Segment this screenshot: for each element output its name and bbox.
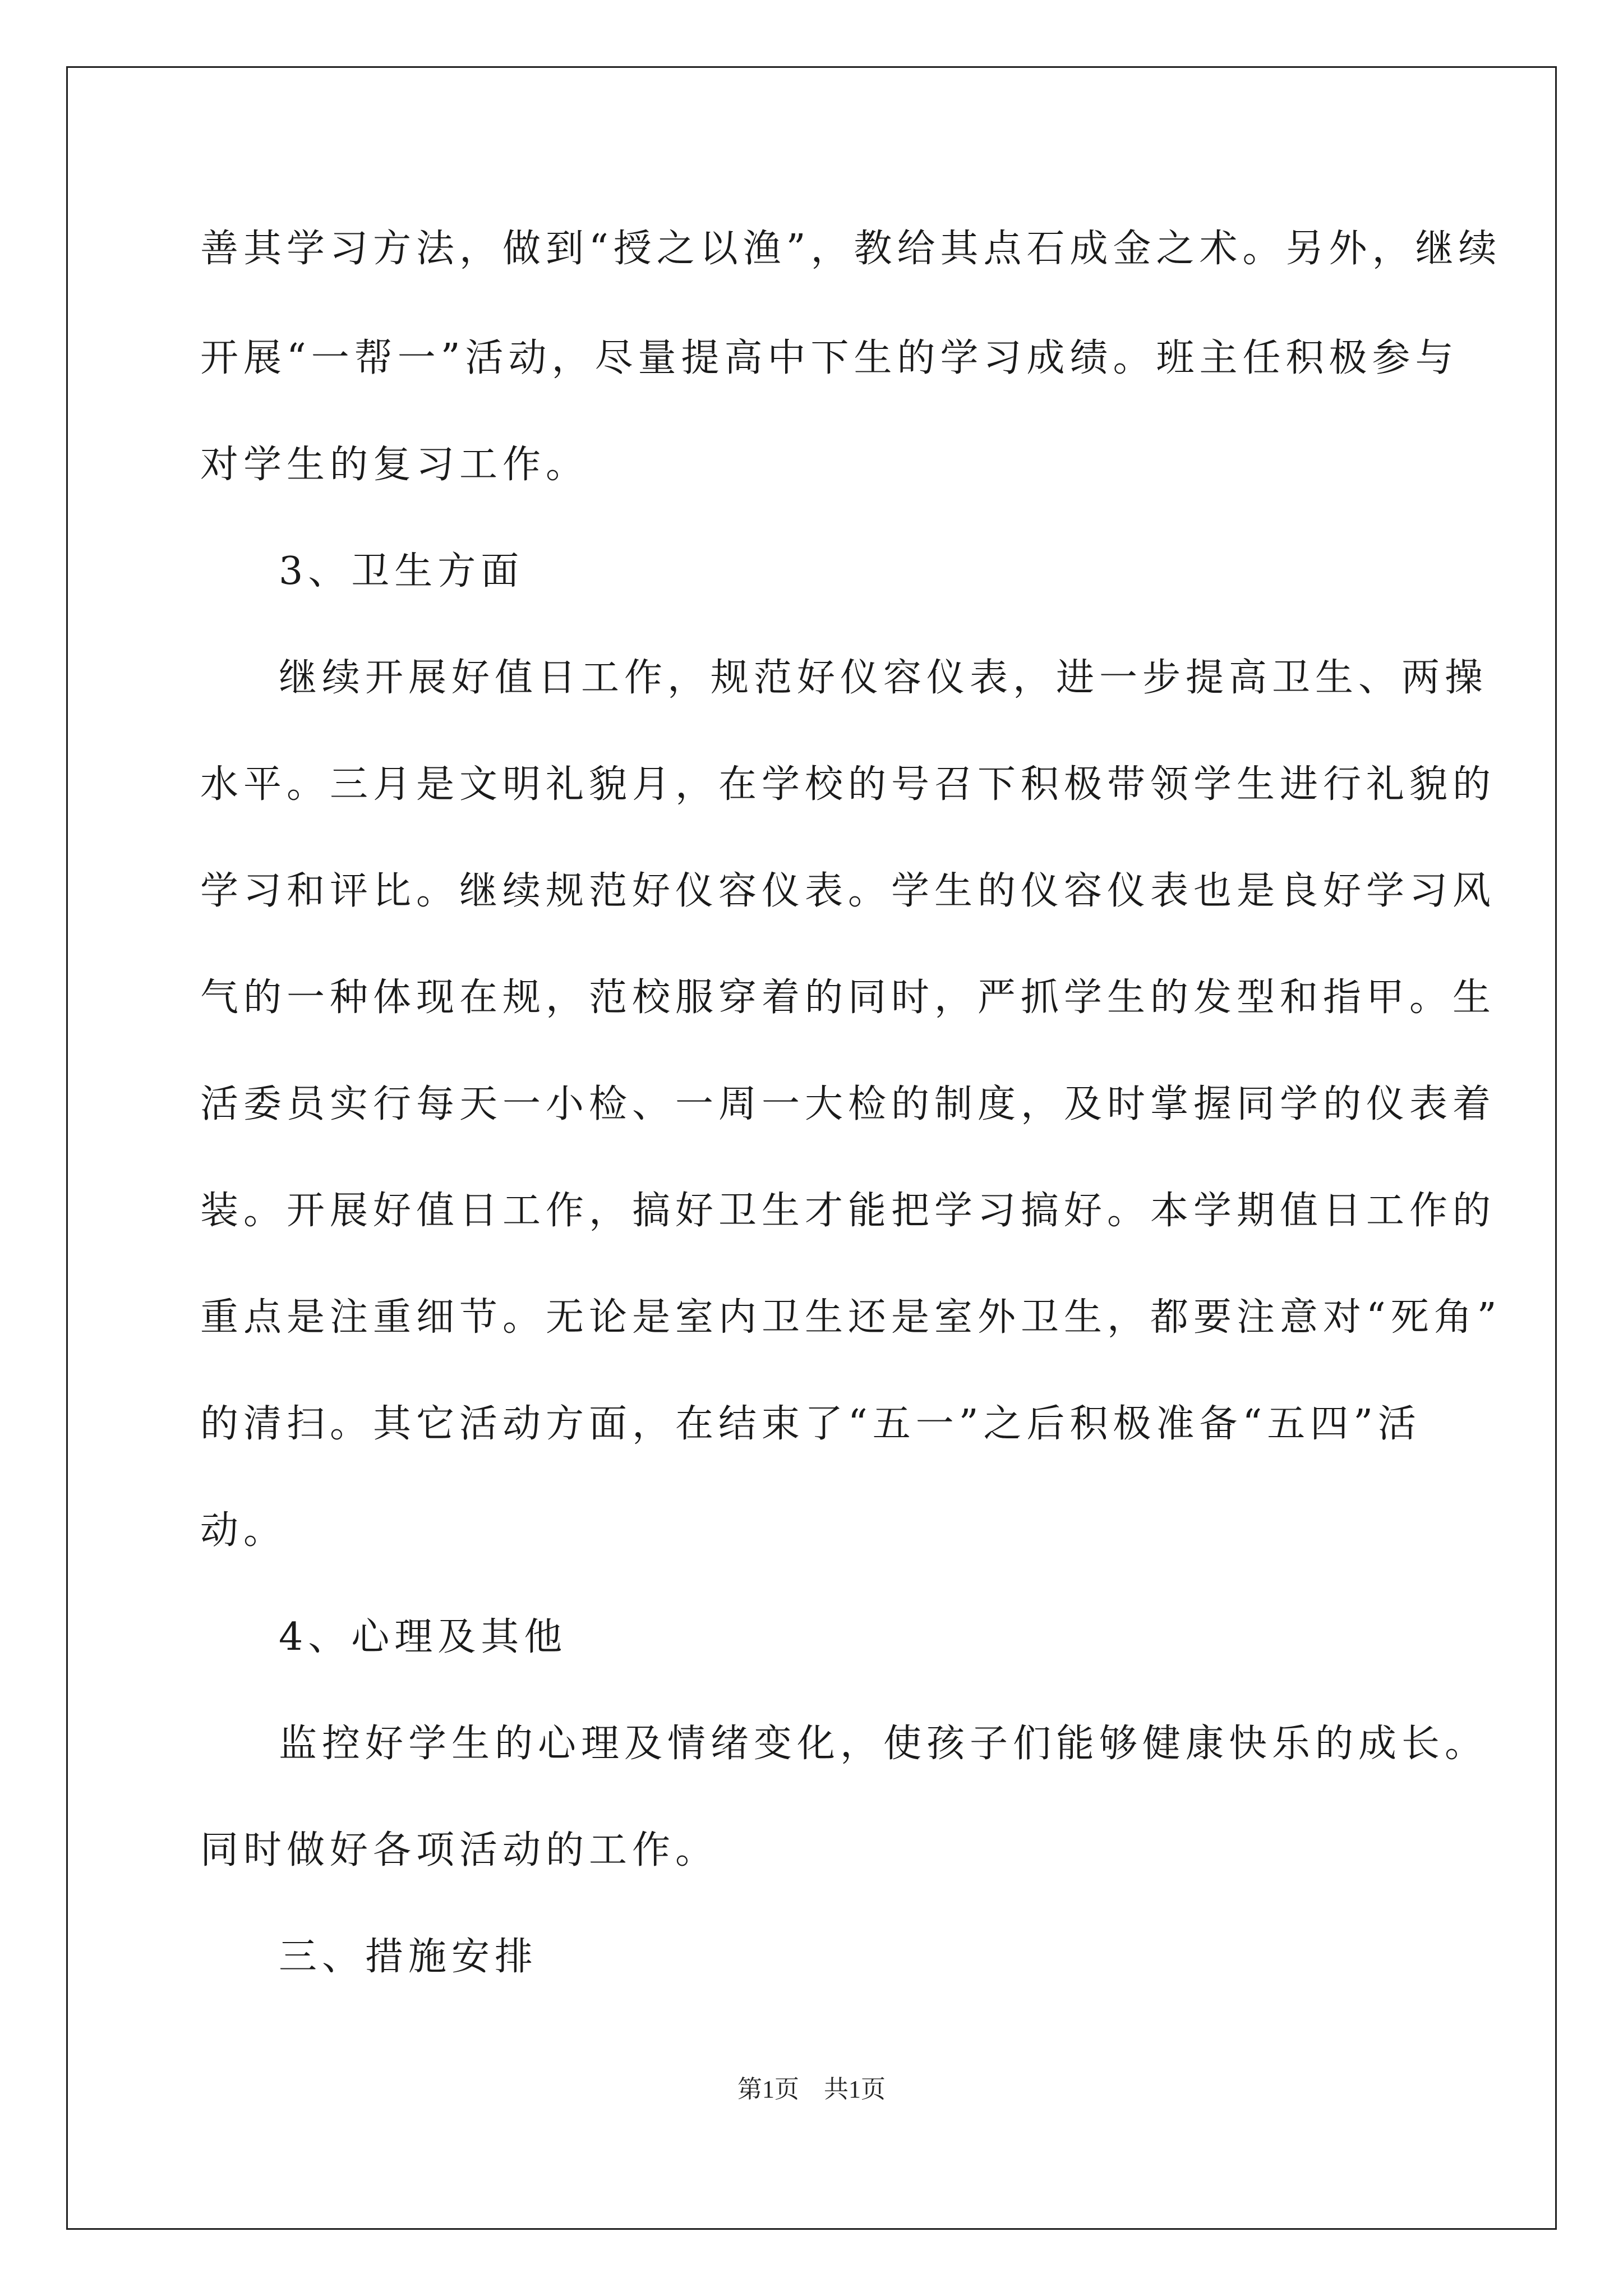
paragraph-line: 水平。三月是文明礼貌月，在学校的号召下积极带领学生进行礼貌的 (200, 762, 1496, 807)
paragraph-line: 气的一种体现在规，范校服穿着的同时，严抓学生的发型和指甲。生 (200, 976, 1496, 1020)
paragraph-line: 重点是注重细节。无论是室内卫生还是室外卫生，都要注意对“死角” (200, 1295, 1502, 1340)
page-border (66, 66, 1557, 2230)
paragraph-line: 学习和评比。继续规范好仪容仪表。学生的仪容仪表也是良好学习风 (200, 869, 1496, 913)
paragraph-line: 同时做好各项活动的工作。 (200, 1828, 719, 1872)
section-heading-hygiene: 3、卫生方面 (279, 549, 524, 593)
paragraph-line: 装。开展好值日工作，搞好卫生才能把学习搞好。本学期值日工作的 (200, 1189, 1496, 1233)
page-footer: 第1页 共1页 (737, 2076, 886, 2103)
paragraph-line: 的清扫。其它活动方面，在结束了“五一”之后积极准备“五四”活 (200, 1402, 1422, 1446)
paragraph-line: 对学生的复习工作。 (200, 443, 589, 487)
paragraph-line: 开展“一帮一”活动，尽量提高中下生的学习成绩。班主任积极参与 (200, 336, 1459, 380)
paragraph-line: 善其学习方法，做到“授之以渔”，教给其点石成金之术。另外，继续 (200, 227, 1502, 271)
section-heading-psychology: 4、心理及其他 (279, 1615, 568, 1659)
paragraph-line: 活委员实行每天一小检、一周一大检的制度，及时掌握同学的仪表着 (200, 1082, 1496, 1126)
section-heading-measures: 三、措施安排 (279, 1935, 538, 1979)
paragraph-line: 继续开展好值日工作，规范好仪容仪表，进一步提高卫生、两操 (279, 656, 1488, 700)
paragraph-line: 监控好学生的心理及情绪变化，使孩子们能够健康快乐的成长。 (279, 1722, 1488, 1766)
paragraph-line: 动。 (200, 1508, 287, 1553)
